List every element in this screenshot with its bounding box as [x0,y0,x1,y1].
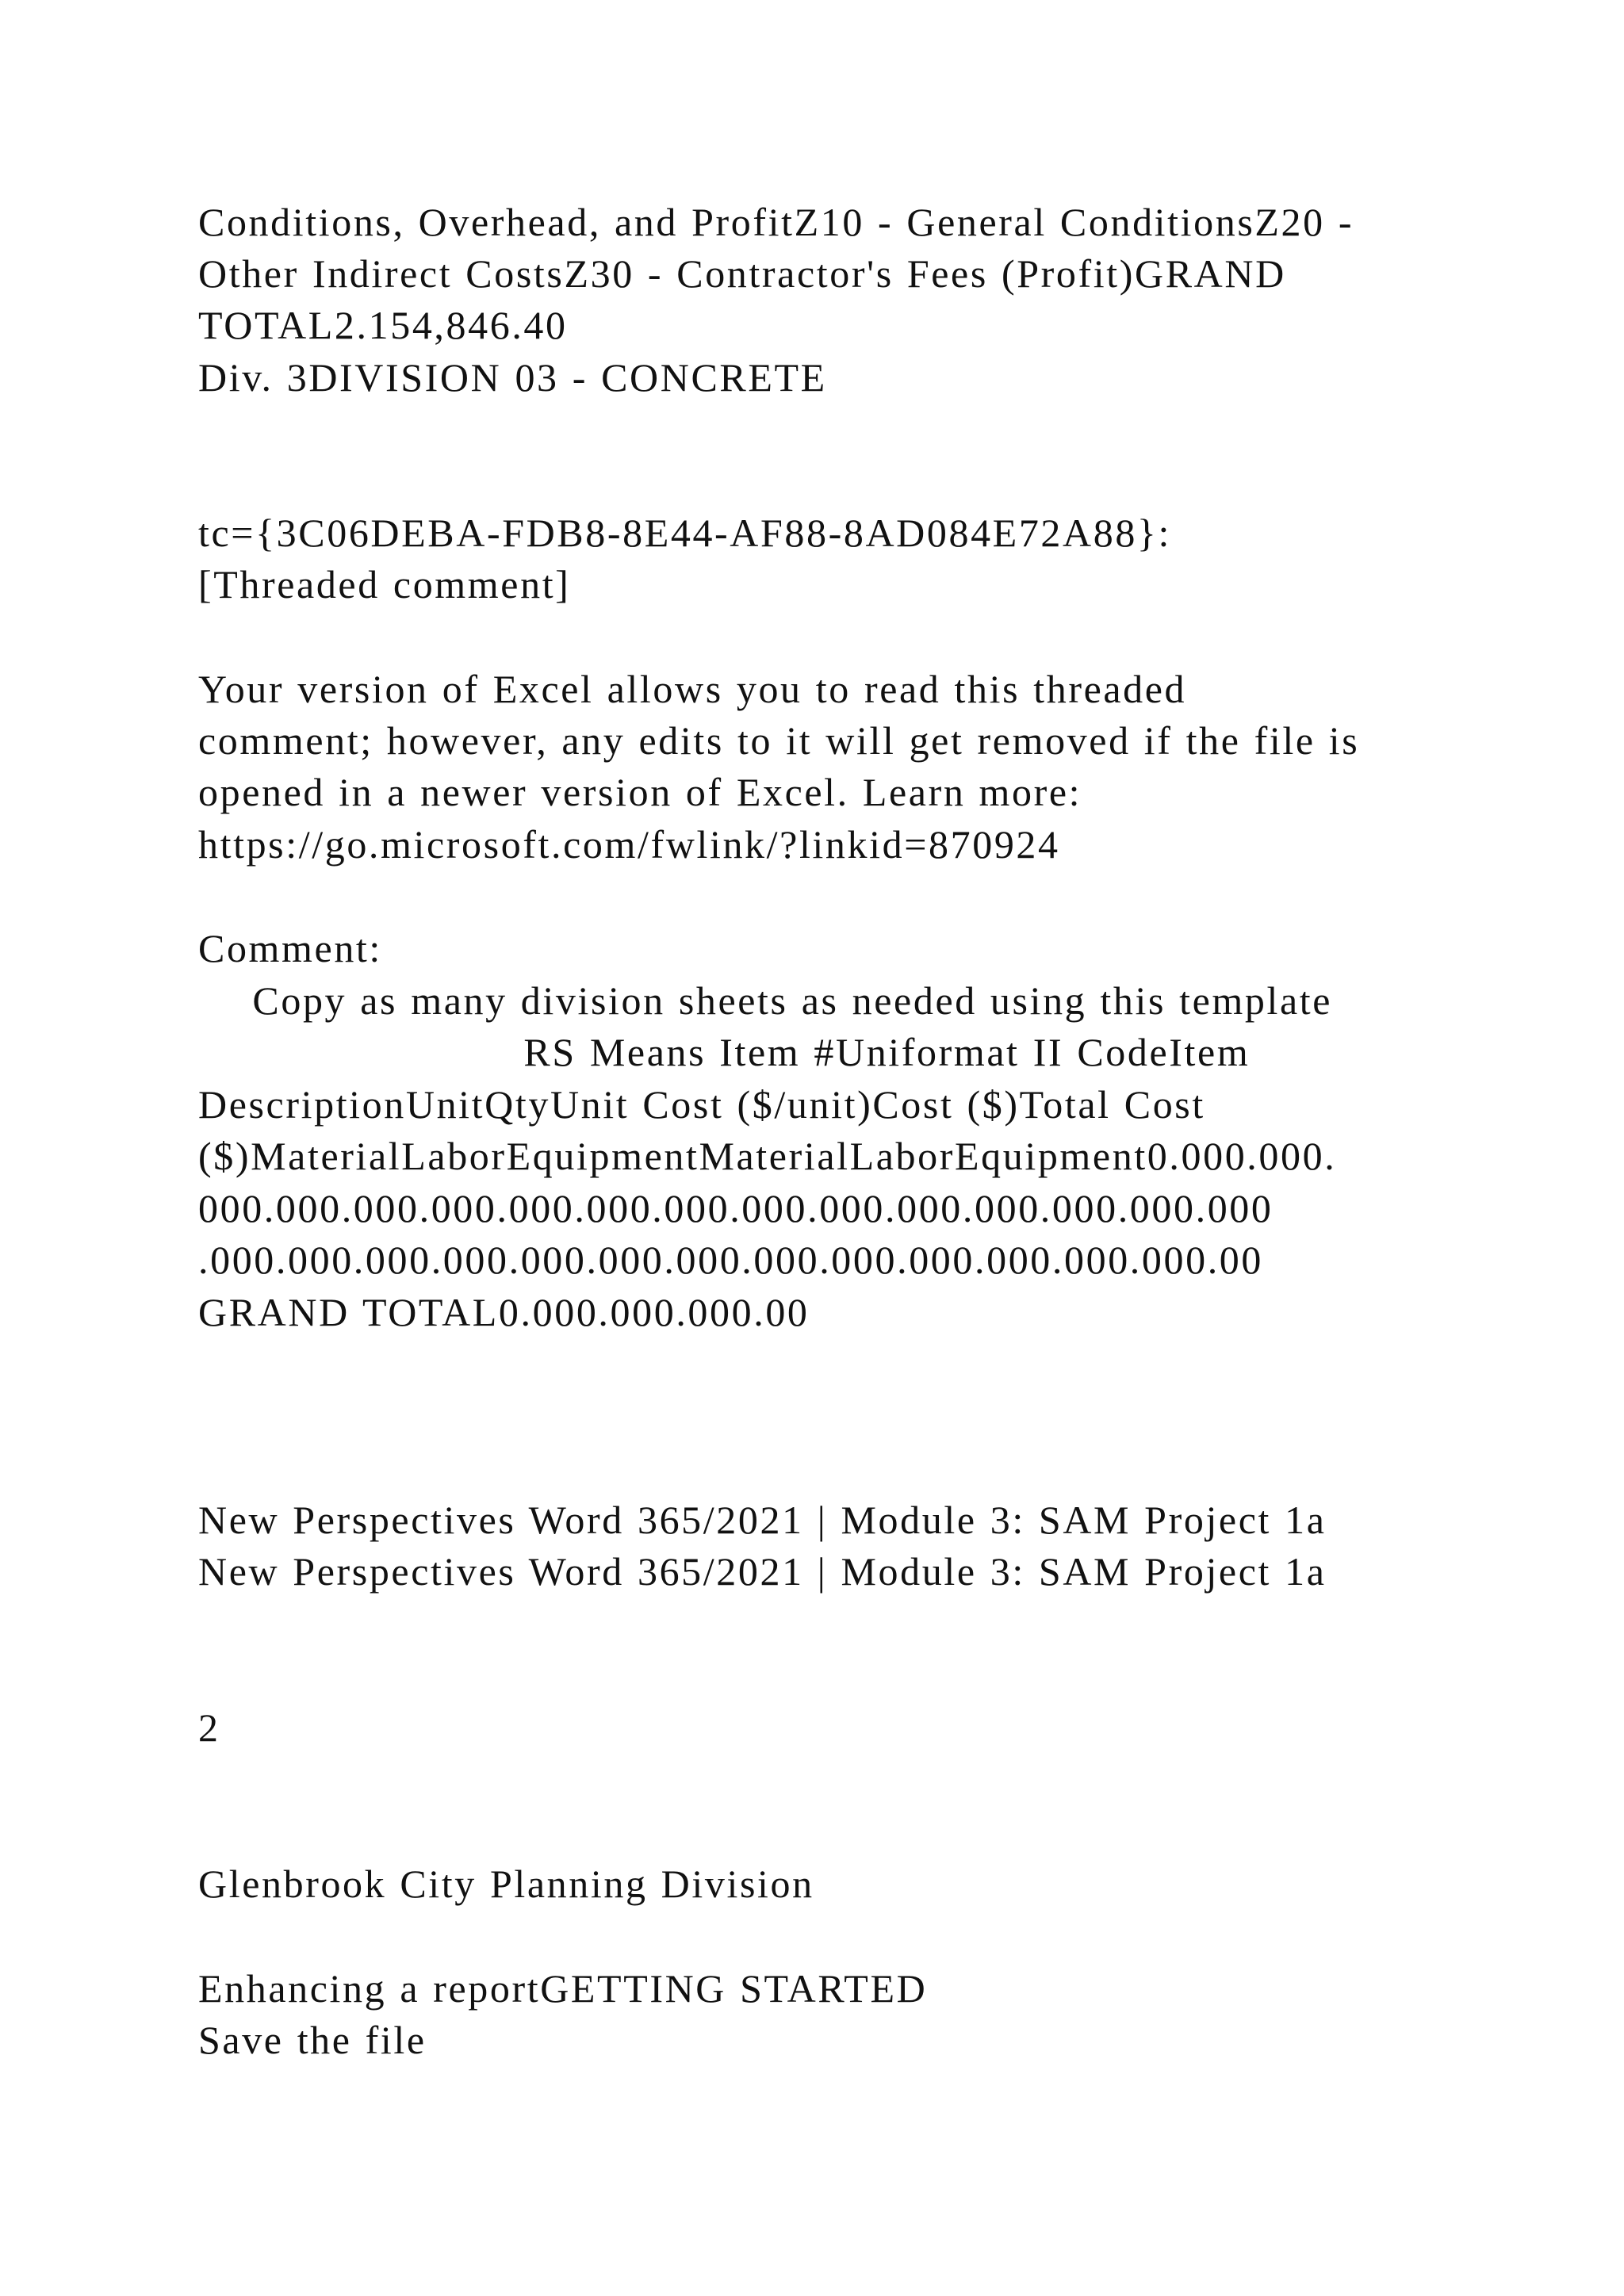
text-line: Comment: [198,926,382,970]
text-line: opened in a newer version of Excel. Learn more: [198,770,1082,814]
text-line: Other Indirect CostsZ30 - Contractor's Fees (Profit)GRAND [198,251,1286,296]
text-line: Conditions, Overhead, and ProfitZ10 - General ConditionsZ20 - [198,200,1354,244]
text-line: ($)MaterialLaborEquipmentMaterialLaborEquipment0.000.000. [198,1134,1337,1178]
text-line: https://go.microsoft.com/fwlink/?linkid=870924 [198,822,1060,867]
text-line: Glenbrook City Planning Division [198,1862,814,1906]
text-line: Copy as many division sheets as needed using this template [198,978,1333,1023]
text-line: New Perspectives Word 365/2021 | Module 3: SAM Project 1a [198,1498,1327,1542]
text-line: Save the file [198,2018,427,2062]
text-line: 000.000.000.000.000.000.000.000.000.000.000.000.000.000 [198,1186,1274,1230]
text-line: TOTAL2.154,846.40 [198,303,568,347]
text-line: GRAND TOTAL0.000.000.000.00 [198,1290,810,1334]
text-line: [Threaded comment] [198,562,571,607]
text-line: New Perspectives Word 365/2021 | Module 3: SAM Project 1a [198,1549,1327,1594]
text-line: Enhancing a reportGETTING STARTED [198,1966,928,2011]
text-line: DescriptionUnitQtyUnit Cost ($/unit)Cost ($)Total Cost [198,1082,1205,1127]
text-line: tc={3C06DEBA-FDB8-8E44-AF88-8AD084E72A88}: [198,511,1172,555]
page-number: 2 [198,1705,220,1750]
text-line: comment; however, any edits to it will get removed if the file is [198,718,1360,763]
text-line: RS Means Item #Uniformat II CodeItem [198,1030,1251,1074]
text-line: Div. 3DIVISION 03 - CONCRETE [198,355,827,400]
text-line: .000.000.000.000.000.000.000.000.000.000.000.000.000.00 [198,1238,1263,1282]
text-line: Your version of Excel allows you to read this threaded [198,667,1187,711]
